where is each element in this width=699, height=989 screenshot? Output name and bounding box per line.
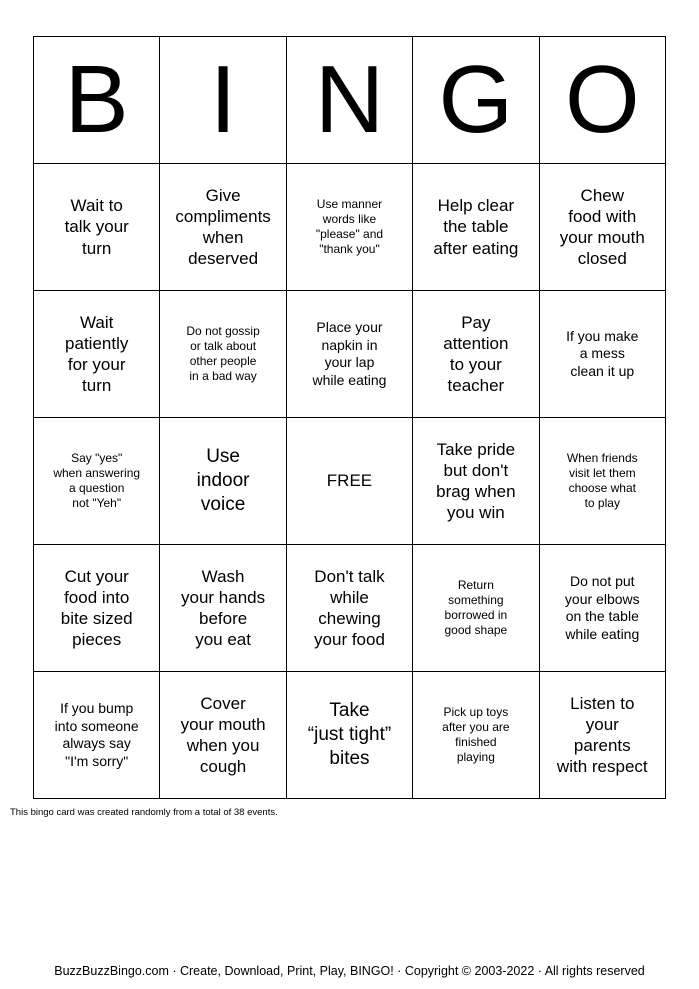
copyright-footer: BuzzBuzzBingo.com · Create, Download, Print, Play, BINGO! · Copyright © 2003-2022 · All rights reserved: [54, 964, 645, 978]
bingo-cell: Do not put your elbows on the table while eating: [539, 545, 665, 672]
bingo-cell: Wait patiently for your turn: [34, 291, 160, 418]
bingo-cell: Cut your food into bite sized pieces: [34, 545, 160, 672]
bingo-cell: Don't talk while chewing your food: [286, 545, 412, 672]
header-letter: B: [34, 37, 160, 164]
bingo-grid: [34, 37, 666, 799]
bingo-cell: When friends visit let them choose what to play: [539, 418, 665, 545]
bingo-cell: Pay attention to your teacher: [413, 291, 539, 418]
bingo-header-row: [34, 37, 666, 164]
bingo-row: [34, 545, 666, 672]
bingo-cell: Help clear the table after eating: [413, 164, 539, 291]
bingo-cell: Use manner words like "please" and "thank you": [286, 164, 412, 291]
bingo-cell: Take pride but don't brag when you win: [413, 418, 539, 545]
bingo-cell: Return something borrowed in good shape: [413, 545, 539, 672]
bingo-row: [34, 291, 666, 418]
bingo-row: [34, 672, 666, 799]
bingo-cell: Do not gossip or talk about other people in a bad way: [160, 291, 286, 418]
bingo-row: [34, 418, 666, 545]
header-letter: G: [413, 37, 539, 164]
bingo-cell: Place your napkin in your lap while eating: [286, 291, 412, 418]
free-space-cell: FREE: [286, 418, 412, 545]
bingo-cell: Listen to your parents with respect: [539, 672, 665, 799]
bingo-cell: Wait to talk your turn: [34, 164, 160, 291]
bingo-cell: Give compliments when deserved: [160, 164, 286, 291]
bingo-cell: Use indoor voice: [160, 418, 286, 545]
bingo-cell: Pick up toys after you are finished playing: [413, 672, 539, 799]
bingo-cell: Wash your hands before you eat: [160, 545, 286, 672]
bingo-cell: Cover your mouth when you cough: [160, 672, 286, 799]
header-letter: I: [160, 37, 286, 164]
bingo-row: [34, 164, 666, 291]
bingo-cell: Say "yes" when answering a question not "Yeh": [34, 418, 160, 545]
header-letter: N: [286, 37, 412, 164]
bingo-cell: Take “just tight” bites: [286, 672, 412, 799]
bingo-cell: If you bump into someone always say "I'm sorry": [34, 672, 160, 799]
bingo-card: [33, 36, 666, 799]
card-generation-note: This bingo card was created randomly from a total of 38 events.: [10, 807, 278, 818]
bingo-cell: Chew food with your mouth closed: [539, 164, 665, 291]
header-letter: O: [539, 37, 665, 164]
bingo-cell: If you make a mess clean it up: [539, 291, 665, 418]
